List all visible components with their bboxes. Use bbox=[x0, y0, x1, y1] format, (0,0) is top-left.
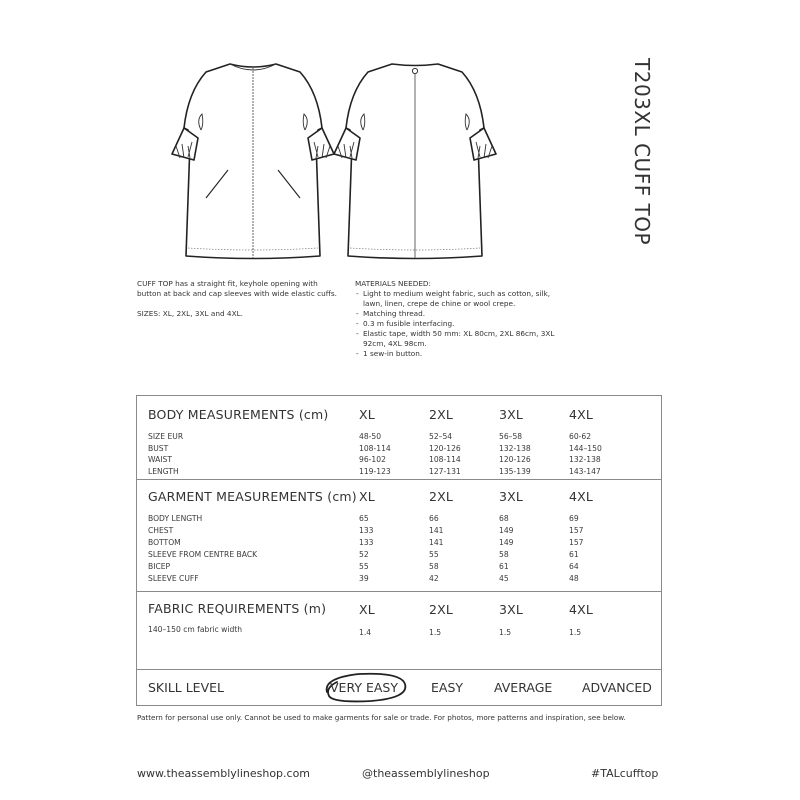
cell-value: 157 bbox=[569, 538, 584, 547]
cell-value: 52 bbox=[359, 550, 369, 559]
disclaimer-text: Pattern for personal use only. Cannot be used to make garments for sale or trade. For photos, more patterns and inspiration, see below. bbox=[137, 713, 626, 722]
skill-option-average: AVERAGE bbox=[494, 680, 553, 695]
cell-value: 149 bbox=[499, 526, 514, 535]
cell-value: 48-50 bbox=[359, 432, 382, 441]
fabric-requirements-heading: FABRIC REQUIREMENTS (m) bbox=[148, 601, 327, 616]
cell-value: 61 bbox=[499, 562, 509, 571]
cell-value: 96-102 bbox=[359, 455, 386, 464]
skill-level-section bbox=[137, 669, 661, 706]
pattern-title: T203XL CUFF TOP bbox=[630, 58, 654, 246]
cell-value: 132-138 bbox=[499, 443, 531, 453]
cell-value: 127-131 bbox=[429, 466, 461, 476]
cell-value: 69 bbox=[569, 514, 579, 523]
size-header: 2XL bbox=[429, 407, 454, 422]
website-link[interactable]: www.theassemblylineshop.com bbox=[137, 767, 311, 780]
social-handle[interactable]: @theassemblylineshop bbox=[362, 767, 490, 780]
cell-value: 60-62 bbox=[569, 432, 592, 441]
cell-value: 108-114 bbox=[359, 443, 391, 453]
cell-value: 66 bbox=[429, 514, 439, 523]
row-label: BUST bbox=[148, 443, 169, 453]
size-header: XL bbox=[359, 489, 375, 504]
materials-item: - Matching thread. bbox=[355, 309, 565, 319]
cell-value: 48 bbox=[569, 574, 579, 583]
cell-value: 120-126 bbox=[499, 455, 531, 464]
description-text: CUFF TOP has a straight fit, keyhole opening with button at back and cap sleeves with wide elastic cuffs. bbox=[137, 279, 337, 298]
cell-value: 135-139 bbox=[499, 466, 531, 476]
button-icon bbox=[412, 68, 417, 73]
sizes-text: SIZES: XL, 2XL, 3XL and 4XL. bbox=[137, 309, 243, 318]
skill-option-easy: EASY bbox=[431, 680, 464, 695]
cell-value: 143-147 bbox=[569, 466, 601, 476]
cell-value: 39 bbox=[359, 574, 369, 583]
cell-value: 133 bbox=[359, 526, 374, 535]
size-header: 4XL bbox=[569, 407, 594, 422]
skill-level-label: SKILL LEVEL bbox=[148, 680, 224, 695]
size-header: 2XL bbox=[429, 489, 454, 504]
size-header: 3XL bbox=[499, 407, 524, 422]
size-header: 3XL bbox=[499, 489, 524, 504]
cell-value: 120-126 bbox=[429, 443, 461, 453]
cell-value: 42 bbox=[429, 574, 439, 583]
row-label: BICEP bbox=[148, 562, 171, 571]
cell-value: 141 bbox=[429, 538, 444, 547]
cell-value: 1.5 bbox=[429, 628, 442, 637]
cell-value: 157 bbox=[569, 526, 584, 535]
cell-value: 149 bbox=[499, 538, 514, 547]
size-header: 3XL bbox=[499, 602, 524, 617]
cell-value: 55 bbox=[429, 550, 439, 559]
size-header: 2XL bbox=[429, 602, 454, 617]
size-chart-box bbox=[136, 395, 662, 706]
materials-list bbox=[355, 289, 565, 359]
size-header: XL bbox=[359, 602, 375, 617]
size-header: 4XL bbox=[569, 489, 594, 504]
materials-item: - 0.3 m fusible interfacing. bbox=[355, 319, 565, 329]
cell-value: 58 bbox=[429, 562, 439, 571]
row-label: BOTTOM bbox=[148, 538, 181, 547]
cell-value: 1.5 bbox=[499, 628, 512, 637]
materials-item: - Light to medium weight fabric, such as cotton, silk, lawn, linen, crepe de chine or wool crepe. bbox=[355, 289, 565, 309]
row-label: BODY LENGTH bbox=[148, 514, 203, 523]
cell-value: 52–54 bbox=[429, 432, 453, 441]
fabric-requirements-section bbox=[137, 591, 661, 670]
cell-value: 119-123 bbox=[359, 466, 391, 476]
cell-value: 1.4 bbox=[359, 628, 372, 637]
row-label: SLEEVE CUFF bbox=[148, 574, 199, 583]
materials-heading: MATERIALS NEEDED: bbox=[355, 279, 432, 288]
skill-option-very-easy: VERY EASY bbox=[330, 680, 398, 695]
body-measurements-section bbox=[137, 396, 661, 480]
cell-value: 108-114 bbox=[429, 455, 461, 464]
row-label: WAIST bbox=[148, 455, 172, 464]
cell-value: 1.5 bbox=[569, 628, 582, 637]
cell-value: 64 bbox=[569, 562, 579, 571]
materials-block bbox=[355, 279, 565, 359]
hashtag[interactable]: #TALcufftop bbox=[591, 767, 659, 780]
row-label: CHEST bbox=[148, 526, 174, 535]
size-header: XL bbox=[359, 407, 375, 422]
cell-value: 132-138 bbox=[569, 455, 601, 464]
cell-value: 65 bbox=[359, 514, 369, 523]
cell-value: 55 bbox=[359, 562, 369, 571]
back-view-illustration bbox=[330, 58, 500, 263]
cell-value: 61 bbox=[569, 550, 579, 559]
row-label: 140–150 cm fabric width bbox=[148, 625, 243, 634]
row-label: SIZE EUR bbox=[148, 432, 184, 441]
cell-value: 56–58 bbox=[499, 432, 523, 441]
skill-option-advanced: ADVANCED bbox=[582, 680, 652, 695]
front-view-illustration bbox=[168, 58, 338, 263]
cell-value: 141 bbox=[429, 526, 444, 535]
size-header: 4XL bbox=[569, 602, 594, 617]
row-label: SLEEVE FROM CENTRE BACK bbox=[148, 550, 258, 559]
cell-value: 45 bbox=[499, 574, 509, 583]
body-measurements-heading: BODY MEASUREMENTS (cm) bbox=[148, 407, 329, 422]
materials-item: - Elastic tape, width 50 mm: XL 80cm, 2XL 86cm, 3XL 92cm, 4XL 98cm. bbox=[355, 329, 565, 349]
garment-measurements-section bbox=[137, 479, 661, 592]
cell-value: 144–150 bbox=[569, 443, 602, 453]
cell-value: 133 bbox=[359, 538, 374, 547]
cell-value: 68 bbox=[499, 514, 509, 523]
description-block bbox=[137, 279, 337, 329]
materials-item: - 1 sew-in button. bbox=[355, 349, 565, 359]
cell-value: 58 bbox=[499, 550, 509, 559]
garment-measurements-heading: GARMENT MEASUREMENTS (cm) bbox=[148, 489, 357, 504]
row-label: LENGTH bbox=[148, 466, 179, 476]
